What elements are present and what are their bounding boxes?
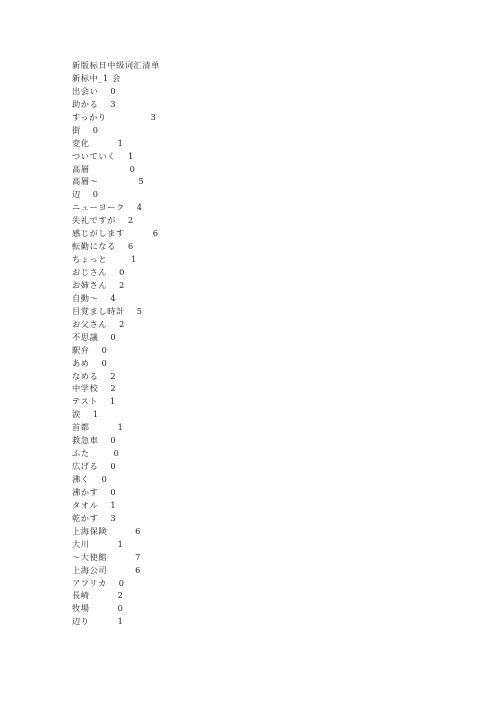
vocab-term: 高層～: [72, 176, 99, 187]
vocab-accent-number: 0: [113, 448, 120, 459]
vocab-term: 目覚まし時計: [72, 305, 125, 316]
vocab-entry: [72, 214, 160, 227]
vocab-accent-number: 5: [136, 305, 143, 316]
vocab-term: お父さん: [72, 318, 108, 329]
vocab-term: 不思議: [72, 331, 99, 342]
vocab-entry: [72, 551, 160, 564]
vocab-accent-number: 6: [135, 564, 141, 575]
vocab-entry: [72, 357, 160, 370]
vocab-term: 転勤になる: [72, 241, 116, 252]
vocab-entry: [72, 577, 160, 590]
vocab-accent-number: 7: [135, 551, 141, 562]
vocab-accent-number: 0: [110, 486, 117, 497]
vocab-entry: [72, 344, 160, 357]
vocab-term: 出会い: [72, 85, 99, 96]
vocab-entry: [72, 486, 160, 499]
vocab-accent-number: 1: [110, 499, 117, 510]
vocab-accent-number: 2: [119, 279, 125, 290]
vocab-accent-number: 6: [152, 228, 159, 239]
vocab-entry: [72, 370, 160, 383]
vocab-accent-number: 0: [101, 357, 108, 368]
vocab-accent-number: 0: [118, 577, 125, 588]
vocab-accent-number: 0: [119, 267, 125, 277]
vocab-term: 辺り: [72, 616, 90, 627]
vocab-accent-number: 2: [110, 383, 117, 394]
vocab-entry: [72, 473, 160, 486]
vocab-accent-number: 1: [117, 422, 124, 433]
vocab-accent-number: 4: [110, 292, 117, 303]
vocab-entry: [72, 447, 160, 460]
vocab-accent-number: 1: [117, 616, 124, 627]
vocab-entry: [72, 408, 160, 421]
vocab-entry: [72, 227, 160, 240]
vocab-accent-number: 2: [127, 215, 134, 226]
vocabulary-list: [72, 59, 160, 628]
vocab-term: アフリカ: [72, 577, 107, 588]
vocab-accent-number: 0: [101, 474, 108, 484]
vocab-accent-number: 0: [101, 344, 108, 355]
vocab-term: タオル: [72, 499, 99, 510]
vocab-accent-number: 3: [110, 98, 117, 109]
vocab-accent-number: 1: [131, 254, 137, 265]
vocab-accent-number: 2: [110, 370, 117, 381]
vocab-accent-number: 6: [135, 525, 141, 536]
vocab-accent-number: 2: [117, 590, 124, 601]
vocab-accent-number: 4: [136, 202, 143, 213]
vocab-entry: [72, 266, 160, 279]
vocab-accent-number: 1: [110, 396, 116, 407]
vocab-term: 辺: [72, 189, 81, 200]
vocab-entry: [72, 615, 160, 628]
vocab-entry: [72, 499, 160, 512]
vocab-entry: [72, 421, 160, 434]
vocab-entry: [72, 318, 160, 331]
vocab-entry: [72, 564, 160, 577]
vocab-entry: [72, 512, 160, 525]
vocab-term: おじさん: [72, 267, 108, 277]
vocab-entry: [72, 292, 160, 305]
vocab-term: ふた: [72, 448, 90, 459]
vocab-term: お姉さん: [72, 279, 108, 290]
vocab-term: ニューヨーク: [72, 202, 125, 213]
vocab-term: 首都: [72, 422, 90, 433]
vocab-entry: [72, 253, 160, 266]
vocab-entry: [72, 602, 160, 615]
vocab-entry: [72, 240, 160, 253]
vocab-entry: [72, 331, 160, 344]
vocab-accent-number: 1: [117, 538, 124, 549]
vocab-term: 沸く: [72, 474, 90, 484]
vocab-term: 失礼ですが: [72, 215, 116, 226]
vocab-term: 長崎: [72, 590, 90, 601]
vocab-entry: [72, 525, 160, 538]
vocab-accent-number: 1: [117, 137, 124, 148]
vocab-term: あめ: [72, 357, 90, 368]
vocab-entry: [72, 188, 160, 201]
vocab-term: ちょっと: [72, 254, 108, 265]
vocab-term: 乾かす: [72, 512, 99, 523]
vocab-accent-number: 0: [92, 189, 99, 200]
vocab-entry: [72, 98, 160, 111]
vocab-entry: [72, 460, 160, 473]
vocab-entry: [72, 201, 160, 214]
vocab-accent-number: 2: [119, 318, 125, 329]
vocab-term: テスト: [72, 396, 99, 407]
vocab-term: 自動～: [72, 292, 99, 303]
vocab-term: 沸かす: [72, 486, 99, 497]
vocab-term: 駅弁: [72, 344, 90, 355]
vocab-entry: [72, 124, 160, 137]
vocab-accent-number: 1: [92, 409, 99, 420]
vocab-entry: [72, 382, 160, 395]
document-title: 新版标日中级词汇清单: [72, 60, 160, 70]
vocab-accent-number: 3: [150, 111, 157, 122]
lesson-heading: 新标中_1 会: [72, 72, 121, 83]
vocab-entry: [72, 85, 160, 98]
vocab-term: なめる: [72, 370, 99, 381]
vocab-entry: [72, 150, 160, 163]
vocab-term: ついていく: [72, 150, 116, 161]
vocab-entry: [72, 279, 160, 292]
vocab-accent-number: 5: [138, 176, 145, 187]
vocab-term: 助かる: [72, 98, 99, 109]
vocab-term: 大川: [72, 538, 90, 549]
vocab-entry: [72, 111, 160, 124]
vocab-accent-number: 0: [92, 124, 99, 135]
vocab-term: 広げる: [72, 461, 99, 472]
vocab-accent-number: 0: [129, 163, 136, 174]
vocab-term: 変化: [72, 137, 90, 148]
vocab-term: 救急車: [72, 435, 99, 446]
vocab-term: 街: [72, 124, 81, 135]
vocab-entry: [72, 305, 160, 318]
vocab-term: 高層: [72, 163, 90, 174]
vocab-term: すっかり: [72, 111, 107, 122]
vocab-entry: [72, 434, 160, 447]
vocab-accent-number: 0: [117, 603, 124, 614]
vocab-entry: [72, 175, 160, 188]
vocab-accent-number: 6: [127, 241, 134, 252]
vocab-term: ～大使館: [72, 551, 108, 562]
vocab-term: 牧場: [72, 603, 90, 614]
entry-list: [72, 85, 160, 628]
vocab-accent-number: 0: [110, 331, 117, 342]
vocab-entry: [72, 589, 160, 602]
vocab-accent-number: 0: [110, 461, 117, 472]
vocab-entry: [72, 163, 160, 176]
vocab-term: 上海保険: [72, 525, 108, 536]
vocab-accent-number: 3: [110, 512, 117, 523]
vocab-accent-number: 0: [110, 85, 117, 96]
vocab-entry: [72, 137, 160, 150]
vocab-term: 上海公司: [72, 564, 108, 575]
vocab-accent-number: 0: [110, 435, 117, 446]
vocab-entry: [72, 538, 160, 551]
vocab-term: 中学校: [72, 383, 99, 394]
vocab-term: 涙: [72, 409, 81, 420]
vocab-entry: [72, 395, 160, 408]
vocab-accent-number: 1: [127, 150, 134, 161]
vocab-term: 感じがします: [72, 228, 125, 239]
